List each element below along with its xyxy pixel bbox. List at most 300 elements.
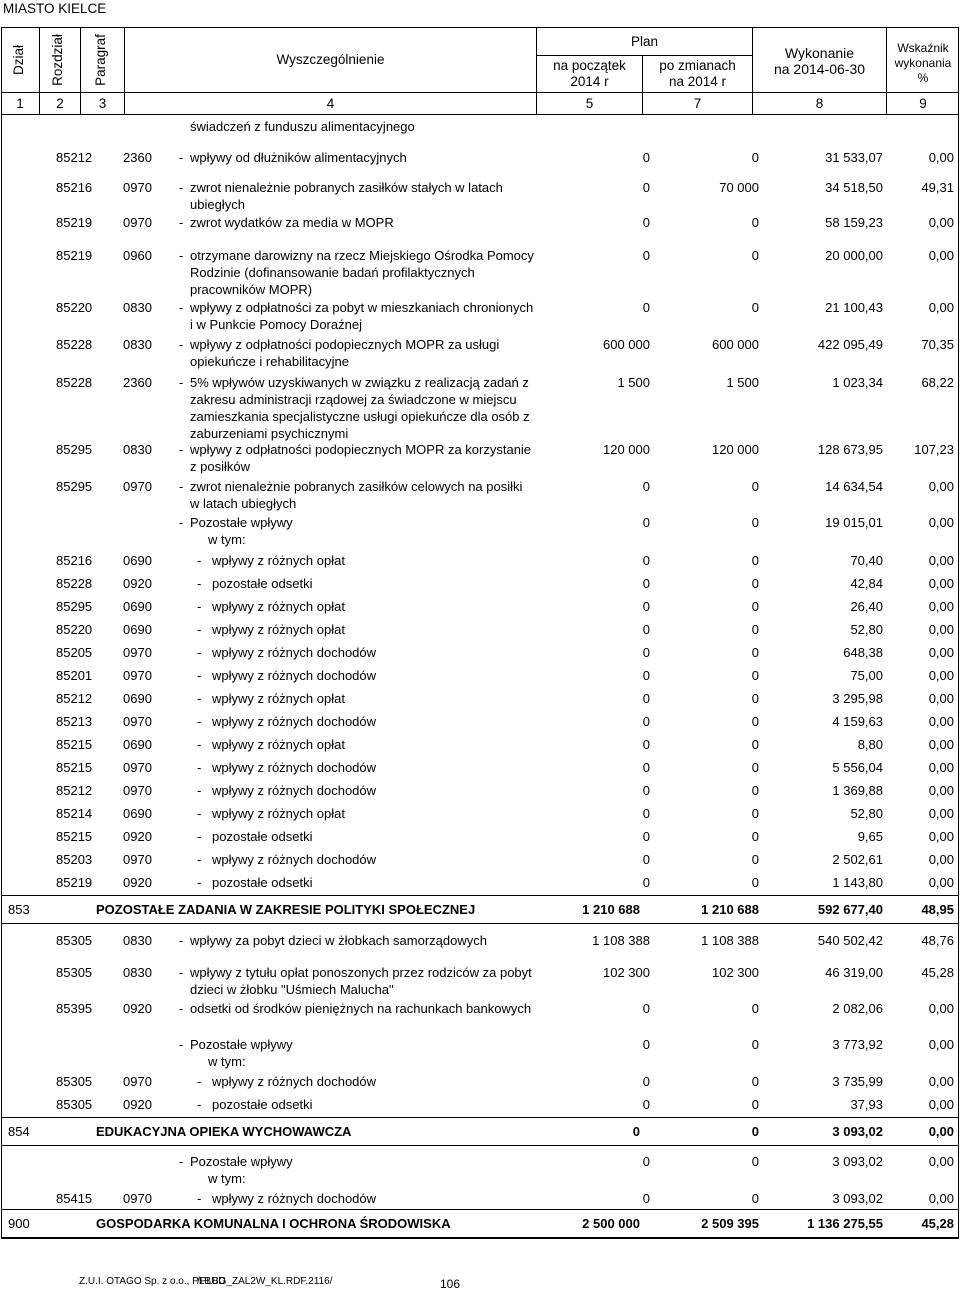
execution-value: 540 502,42 <box>817 933 883 948</box>
percent-value: 0,00 <box>928 852 954 867</box>
execution-value: 75,00 <box>850 668 883 683</box>
row-subtitle: w tym: <box>208 532 246 547</box>
rozdzial-code: 85205 <box>56 645 93 660</box>
section-title: EDUKACYJNA OPIEKA WYCHOWAWCZA <box>96 1124 352 1139</box>
percent-value: 0,00 <box>928 576 954 591</box>
row-description: wpływy z różnych dochodów <box>212 1191 377 1206</box>
rozdzial-code: 85216 <box>56 180 93 195</box>
plan-start-value: 0 <box>642 1074 650 1089</box>
paragraf-code: 0690 <box>123 599 152 614</box>
plan-change-value: 0 <box>751 829 759 844</box>
col-number-5: 5 <box>585 96 594 111</box>
col-number-7: 7 <box>693 96 702 111</box>
paragraf-code: 2360 <box>123 375 152 390</box>
plan-change-value: 0 <box>751 215 759 230</box>
row-description: 5% wpływów uzyskiwanych w związku z realizacją zadań z zakresu administracji rządowej za świadczone w miejscu zamieszkania specjalistyczne usługi opiekuńcze dla osób z zaburzeniami psychicznymi <box>190 375 530 441</box>
rozdzial-code: 85216 <box>56 553 93 568</box>
execution-value: 3 773,92 <box>832 1037 883 1052</box>
header-paragraf: Paragraf <box>93 34 108 86</box>
rozdzial-code: 85219 <box>56 215 93 230</box>
row-description: Pozostałe wpływy <box>190 515 293 530</box>
header-wyszczegolnienie: Wyszczególnienie <box>276 52 385 67</box>
dash-marker: - <box>179 1037 184 1052</box>
rozdzial-code: 85220 <box>56 300 93 315</box>
rozdzial-code: 85219 <box>56 248 93 263</box>
paragraf-code: 2360 <box>123 150 152 165</box>
percent-value: 0,00 <box>928 515 954 530</box>
dash-marker: - <box>197 783 202 798</box>
paragraf-code: 0970 <box>123 852 152 867</box>
dash-marker: - <box>179 933 184 948</box>
row-description: wpływy z różnych opłat <box>212 691 345 706</box>
col-number-2: 2 <box>56 96 64 111</box>
dash-marker: - <box>197 737 202 752</box>
section-dzial: 900 <box>8 1216 30 1231</box>
plan-start-value: 0 <box>642 875 650 890</box>
rozdzial-code: 85212 <box>56 783 93 798</box>
plan-start-value: 0 <box>642 1154 650 1169</box>
execution-value: 3 093,02 <box>832 1154 883 1169</box>
execution-value: 31 533,07 <box>825 150 883 165</box>
paragraf-code: 0970 <box>123 645 152 660</box>
rozdzial-code: 85219 <box>56 875 93 890</box>
row-description: wpływy z różnych dochodów <box>212 668 377 683</box>
row-description: wpływy z różnych dochodów <box>212 714 377 729</box>
plan-change-value: 0 <box>751 1037 759 1052</box>
dash-marker: - <box>197 691 202 706</box>
execution-value: 422 095,49 <box>817 337 883 352</box>
row-description: zwrot wydatków za media w MOPR <box>190 215 394 230</box>
rozdzial-code: 85395 <box>56 1001 93 1016</box>
dash-marker: - <box>197 553 202 568</box>
paragraf-code: 0830 <box>123 965 152 980</box>
rozdzial-code: 85305 <box>56 965 93 980</box>
row-description: wpływy z różnych dochodów <box>212 760 377 775</box>
plan-change-value: 70 000 <box>719 180 759 195</box>
plan-change-value: 0 <box>751 150 759 165</box>
plan-change-value: 1 500 <box>726 375 759 390</box>
execution-value: 5 556,04 <box>832 760 883 775</box>
dash-marker: - <box>179 375 184 390</box>
dash-marker: - <box>179 442 184 457</box>
percent-value: 45,28 <box>921 1216 954 1231</box>
paragraf-code: 0830 <box>123 300 152 315</box>
rozdzial-code: 85215 <box>56 829 93 844</box>
paragraf-code: 0970 <box>123 180 152 195</box>
execution-value: 70,40 <box>850 553 883 568</box>
dash-marker: - <box>179 180 184 195</box>
execution-value: 8,80 <box>857 737 883 752</box>
dash-marker: - <box>179 515 184 530</box>
row-description: pozostałe odsetki <box>212 829 313 844</box>
percent-value: 49,31 <box>921 180 954 195</box>
col-number-1: 1 <box>16 96 24 111</box>
rozdzial-code: 85215 <box>56 737 93 752</box>
paragraf-code: 0970 <box>123 1191 152 1206</box>
dash-marker: - <box>197 599 202 614</box>
plan-change-value: 120 000 <box>712 442 759 457</box>
dash-marker: - <box>197 875 202 890</box>
rozdzial-code: 85228 <box>56 337 93 352</box>
rozdzial-code: 85220 <box>56 622 93 637</box>
paragraf-code: 0830 <box>123 933 152 948</box>
rozdzial-code: 85212 <box>56 691 93 706</box>
execution-value: 14 634,54 <box>825 479 883 494</box>
execution-value: 128 673,95 <box>817 442 883 457</box>
percent-value: 48,95 <box>921 902 954 917</box>
paragraf-code: 0830 <box>123 337 152 352</box>
paragraf-code: 0920 <box>123 1097 152 1112</box>
plan-start-value: 0 <box>642 1037 650 1052</box>
plan-start-value: 0 <box>632 1124 640 1139</box>
execution-value: 1 143,80 <box>832 875 883 890</box>
dash-marker: - <box>179 150 184 165</box>
execution-value: 592 677,40 <box>817 902 883 917</box>
paragraf-code: 0970 <box>123 479 152 494</box>
header-plan-start-2: 2014 r <box>570 74 609 89</box>
plan-change-value: 0 <box>751 1124 759 1139</box>
rozdzial-code: 85295 <box>56 479 93 494</box>
percent-value: 0,00 <box>928 622 954 637</box>
paragraf-code: 0960 <box>123 248 152 263</box>
percent-value: 0,00 <box>928 714 954 729</box>
plan-start-value: 1 108 388 <box>592 933 650 948</box>
plan-start-value: 1 210 688 <box>582 902 640 917</box>
rozdzial-code: 85203 <box>56 852 93 867</box>
percent-value: 68,22 <box>921 375 954 390</box>
rozdzial-code: 85415 <box>56 1191 93 1206</box>
row-description: pozostałe odsetki <box>212 576 313 591</box>
paragraf-code: 0690 <box>123 737 152 752</box>
paragraf-code: 0970 <box>123 783 152 798</box>
percent-value: 0,00 <box>928 829 954 844</box>
plan-change-value: 0 <box>751 1154 759 1169</box>
section-title: GOSPODARKA KOMUNALNA I OCHRONA ŚRODOWISKA <box>96 1216 451 1231</box>
percent-value: 48,76 <box>921 933 954 948</box>
row-divider <box>1 1117 959 1118</box>
paragraf-code: 0830 <box>123 442 152 457</box>
dash-marker: - <box>179 337 184 352</box>
dash-marker: - <box>197 760 202 775</box>
section-dzial: 853 <box>8 902 30 917</box>
row-subtitle: w tym: <box>208 1054 246 1069</box>
execution-value: 3 735,99 <box>832 1074 883 1089</box>
row-description: Pozostałe wpływy <box>190 1037 293 1052</box>
row-description: wpływy z różnych dochodów <box>212 1074 377 1089</box>
plan-change-value: 0 <box>751 737 759 752</box>
rozdzial-code: 85212 <box>56 150 93 165</box>
plan-start-value: 0 <box>642 852 650 867</box>
dash-marker: - <box>197 714 202 729</box>
header-plan: Plan <box>630 34 659 49</box>
rozdzial-code: 85305 <box>56 1097 93 1112</box>
row-description: wpływy z różnych dochodów <box>212 645 377 660</box>
plan-start-value: 120 000 <box>603 442 650 457</box>
plan-change-value: 0 <box>751 300 759 315</box>
execution-value: 1 023,34 <box>832 375 883 390</box>
row-description: Pozostałe wpływy <box>190 1154 293 1169</box>
plan-change-value: 0 <box>751 760 759 775</box>
plan-change-value: 0 <box>751 1097 759 1112</box>
row-description: pozostałe odsetki <box>212 1097 313 1112</box>
percent-value: 0,00 <box>928 215 954 230</box>
plan-change-value: 0 <box>751 515 759 530</box>
row-description: wpływy z różnych opłat <box>212 737 345 752</box>
execution-value: 19 015,01 <box>825 515 883 530</box>
execution-value: 4 159,63 <box>832 714 883 729</box>
execution-value: 58 159,23 <box>825 215 883 230</box>
execution-value: 42,84 <box>850 576 883 591</box>
rozdzial-code: 85201 <box>56 668 93 683</box>
row-description: świadczeń z funduszu alimentacyjnego <box>190 119 415 134</box>
execution-value: 2 082,06 <box>832 1001 883 1016</box>
execution-value: 34 518,50 <box>825 180 883 195</box>
row-subtitle: w tym: <box>208 1171 246 1186</box>
header-plan-change-2: na 2014 r <box>668 74 727 89</box>
plan-change-value: 0 <box>751 599 759 614</box>
row-description: odsetki od środków pieniężnych na rachunkach bankowych <box>190 1001 532 1016</box>
execution-value: 21 100,43 <box>825 300 883 315</box>
rozdzial-code: 85228 <box>56 576 93 591</box>
plan-start-value: 0 <box>642 668 650 683</box>
paragraf-code: 0970 <box>123 760 152 775</box>
plan-start-value: 1 500 <box>617 375 650 390</box>
percent-value: 0,00 <box>928 300 954 315</box>
plan-start-value: 0 <box>642 150 650 165</box>
dash-marker: - <box>197 1191 202 1206</box>
plan-start-value: 0 <box>642 215 650 230</box>
percent-value: 0,00 <box>928 150 954 165</box>
plan-start-value: 0 <box>642 622 650 637</box>
plan-change-value: 600 000 <box>712 337 759 352</box>
percent-value: 0,00 <box>928 553 954 568</box>
paragraf-code: 0920 <box>123 875 152 890</box>
header-wykonanie-1: Wykonanie <box>784 45 855 61</box>
dash-marker: - <box>179 1001 184 1016</box>
row-description: wpływy z odpłatności podopiecznych MOPR za korzystanie z posiłków <box>190 442 532 474</box>
page-title: MIASTO KIELCE <box>3 1 107 16</box>
dash-marker: - <box>179 1154 184 1169</box>
row-description: wpływy z tytułu opłat ponoszonych przez rodziców za pobyt dzieci w żłobku "Uśmiech Malucha" <box>190 965 532 997</box>
header-dzial: Dział <box>11 45 26 76</box>
percent-value: 0,00 <box>928 599 954 614</box>
percent-value: 0,00 <box>928 1191 954 1206</box>
section-title: POZOSTAŁE ZADANIA W ZAKRESIE POLITYKI SPOŁECZNEJ <box>96 902 476 917</box>
dash-marker: - <box>197 622 202 637</box>
percent-value: 0,00 <box>928 737 954 752</box>
plan-change-value: 0 <box>751 1191 759 1206</box>
plan-change-value: 0 <box>751 553 759 568</box>
percent-value: 0,00 <box>928 1154 954 1169</box>
row-divider <box>1 1209 959 1210</box>
execution-value: 52,80 <box>850 622 883 637</box>
percent-value: 0,00 <box>928 875 954 890</box>
footer-company: Z.U.I. OTAGO Sp. z o.o., PLBUD <box>79 1276 226 1287</box>
plan-change-value: 0 <box>751 622 759 637</box>
plan-start-value: 0 <box>642 760 650 775</box>
execution-value: 26,40 <box>850 599 883 614</box>
row-description: wpływy z odpłatności podopiecznych MOPR za usługi opiekuńcze i rehabilitacyjne <box>190 337 500 369</box>
paragraf-code: 0970 <box>123 714 152 729</box>
header-wskaznik-2: wykonania <box>894 56 952 70</box>
plan-start-value: 0 <box>642 300 650 315</box>
percent-value: 0,00 <box>928 645 954 660</box>
row-description: pozostałe odsetki <box>212 875 313 890</box>
col-number-8: 8 <box>815 96 824 111</box>
percent-value: 0,00 <box>928 248 954 263</box>
execution-value: 9,65 <box>857 829 883 844</box>
execution-value: 1 136 275,55 <box>807 1216 883 1231</box>
rozdzial-code: 85228 <box>56 375 93 390</box>
row-divider <box>1 1145 959 1146</box>
plan-change-value: 1 210 688 <box>701 902 759 917</box>
plan-change-value: 0 <box>751 668 759 683</box>
plan-start-value: 0 <box>642 829 650 844</box>
dash-marker: - <box>197 852 202 867</box>
plan-start-value: 0 <box>642 1097 650 1112</box>
dash-marker: - <box>179 300 184 315</box>
plan-start-value: 0 <box>642 1001 650 1016</box>
paragraf-code: 0970 <box>123 668 152 683</box>
plan-start-value: 0 <box>642 515 650 530</box>
dash-marker: - <box>197 668 202 683</box>
col-number-9: 9 <box>919 96 927 111</box>
execution-value: 52,80 <box>850 806 883 821</box>
execution-value: 46 319,00 <box>825 965 883 980</box>
col-number-3: 3 <box>98 96 107 111</box>
dash-marker: - <box>197 576 202 591</box>
percent-value: 0,00 <box>928 760 954 775</box>
percent-value: 0,00 <box>928 1097 954 1112</box>
execution-value: 648,38 <box>843 645 883 660</box>
row-description: wpływy z różnych dochodów <box>212 852 377 867</box>
execution-value: 3 093,02 <box>832 1191 883 1206</box>
paragraf-code: 0920 <box>123 1001 152 1016</box>
dash-marker: - <box>179 248 184 263</box>
plan-change-value: 0 <box>751 248 759 263</box>
plan-change-value: 0 <box>751 714 759 729</box>
rozdzial-code: 85213 <box>56 714 93 729</box>
header-wskaznik-1: Wskaźnik <box>897 41 949 55</box>
footer-path: /PLBG_ZAL2W_KL.RDF.2116/ <box>197 1276 333 1287</box>
plan-start-value: 0 <box>642 714 650 729</box>
dash-marker: - <box>197 645 202 660</box>
rozdzial-code: 85214 <box>56 806 93 821</box>
plan-change-value: 1 108 388 <box>701 933 759 948</box>
plan-change-value: 102 300 <box>712 965 759 980</box>
rozdzial-code: 85305 <box>56 1074 93 1089</box>
plan-start-value: 600 000 <box>603 337 650 352</box>
execution-value: 3 093,02 <box>832 1124 883 1139</box>
plan-start-value: 0 <box>642 806 650 821</box>
plan-change-value: 0 <box>751 875 759 890</box>
execution-value: 37,93 <box>850 1097 883 1112</box>
row-description: wpływy z różnych opłat <box>212 553 345 568</box>
plan-start-value: 0 <box>642 553 650 568</box>
execution-value: 20 000,00 <box>825 248 883 263</box>
plan-start-value: 0 <box>642 479 650 494</box>
section-dzial: 854 <box>8 1124 30 1139</box>
dash-marker: - <box>179 965 184 980</box>
percent-value: 0,00 <box>928 1124 954 1139</box>
row-description: wpływy z różnych opłat <box>212 599 345 614</box>
plan-start-value: 0 <box>642 248 650 263</box>
header-rozdzial: Rozdział <box>50 34 65 86</box>
plan-change-value: 0 <box>751 1001 759 1016</box>
plan-start-value: 0 <box>642 1191 650 1206</box>
plan-change-value: 0 <box>751 645 759 660</box>
paragraf-code: 0690 <box>123 806 152 821</box>
rozdzial-code: 85215 <box>56 760 93 775</box>
paragraf-code: 0970 <box>123 215 152 230</box>
row-description: wpływy za pobyt dzieci w żłobkach samorządowych <box>190 933 487 948</box>
col-number-4: 4 <box>326 96 335 111</box>
dash-marker: - <box>197 806 202 821</box>
paragraf-code: 0920 <box>123 829 152 844</box>
percent-value: 70,35 <box>921 337 954 352</box>
row-divider <box>1 895 959 896</box>
plan-start-value: 0 <box>642 180 650 195</box>
plan-start-value: 0 <box>642 645 650 660</box>
dash-marker: - <box>179 215 184 230</box>
rozdzial-code: 85305 <box>56 933 93 948</box>
percent-value: 0,00 <box>928 806 954 821</box>
paragraf-code: 0920 <box>123 576 152 591</box>
row-description: zwrot nienależnie pobranych zasiłków celowych na posiłki w latach ubiegłych <box>190 479 523 511</box>
row-description: wpływy z różnych opłat <box>212 622 345 637</box>
paragraf-code: 0690 <box>123 553 152 568</box>
plan-start-value: 2 500 000 <box>582 1216 640 1231</box>
dash-marker: - <box>179 479 184 494</box>
row-description: zwrot nienależnie pobranych zasiłków stałych w latach ubiegłych <box>190 180 503 212</box>
plan-change-value: 0 <box>751 783 759 798</box>
plan-change-value: 0 <box>751 691 759 706</box>
row-description: otrzymane darowizny na rzecz Miejskiego Ośrodka Pomocy Rodzinie (dofinansowanie badań profilaktycznych pracowników MOPR) <box>190 248 534 297</box>
row-description: wpływy od dłużników alimentacyjnych <box>190 150 407 165</box>
plan-start-value: 102 300 <box>603 965 650 980</box>
execution-value: 3 295,98 <box>832 691 883 706</box>
header-plan-start-1: na początek <box>553 58 626 73</box>
percent-value: 107,23 <box>914 442 954 457</box>
row-divider <box>1 1237 959 1238</box>
dash-marker: - <box>197 1074 202 1089</box>
percent-value: 0,00 <box>928 479 954 494</box>
header-wykonanie-2: na 2014-06-30 <box>773 61 866 77</box>
plan-change-value: 0 <box>751 806 759 821</box>
row-description: wpływy z różnych opłat <box>212 806 345 821</box>
plan-change-value: 2 509 395 <box>701 1216 759 1231</box>
percent-value: 0,00 <box>928 1001 954 1016</box>
header-plan-change-1: po zmianach <box>659 58 736 73</box>
plan-start-value: 0 <box>642 691 650 706</box>
plan-change-value: 0 <box>751 852 759 867</box>
paragraf-code: 0690 <box>123 622 152 637</box>
execution-value: 2 502,61 <box>832 852 883 867</box>
percent-value: 0,00 <box>928 1074 954 1089</box>
dash-marker: - <box>197 1097 202 1112</box>
footer-page-number: 106 <box>440 1277 461 1291</box>
paragraf-code: 0970 <box>123 1074 152 1089</box>
plan-change-value: 0 <box>751 576 759 591</box>
execution-value: 1 369,88 <box>832 783 883 798</box>
header-wskaznik-3: % <box>917 71 929 85</box>
plan-start-value: 0 <box>642 737 650 752</box>
percent-value: 0,00 <box>928 783 954 798</box>
paragraf-code: 0690 <box>123 691 152 706</box>
percent-value: 45,28 <box>921 965 954 980</box>
row-divider <box>1 923 959 924</box>
plan-change-value: 0 <box>751 479 759 494</box>
